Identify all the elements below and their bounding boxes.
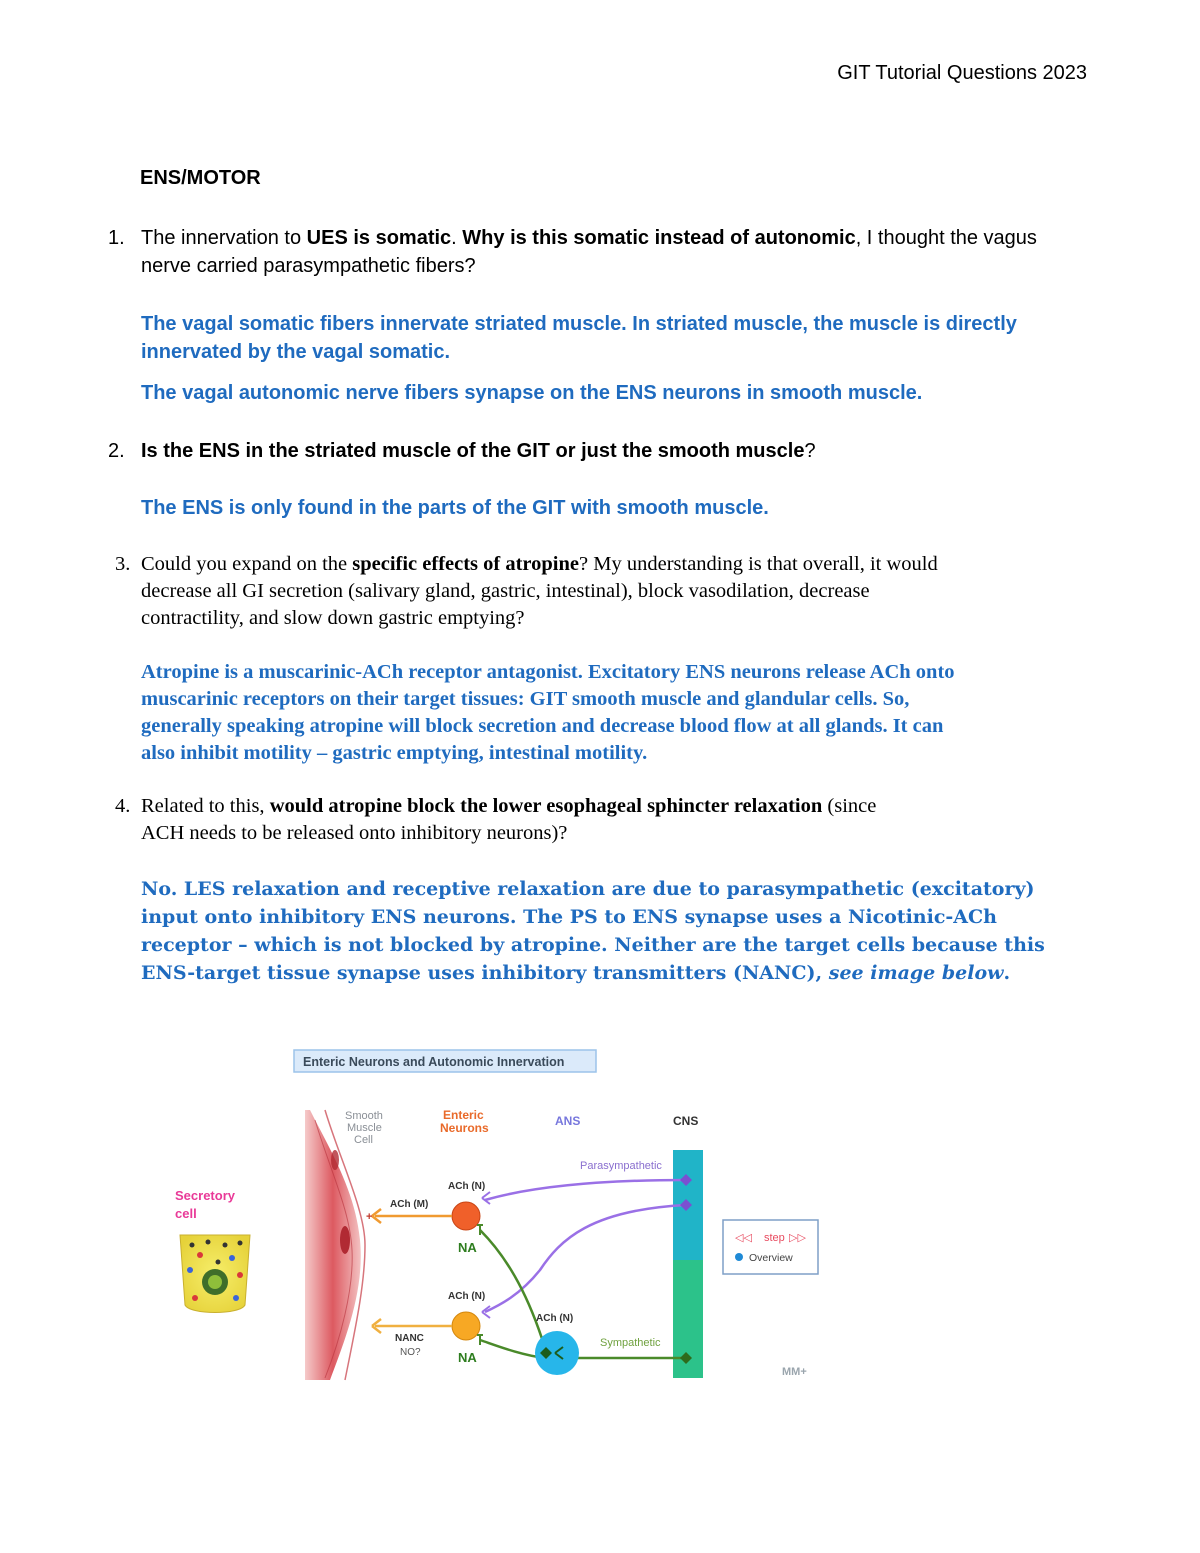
answer-period: . [1003, 962, 1011, 984]
q1-text: The innervation to [141, 227, 307, 249]
question-1 [108, 224, 1101, 280]
label-no: NO? [400, 1347, 421, 1358]
q1-text: . [451, 227, 463, 249]
question-3 [115, 551, 1101, 632]
parasympathetic-fiber-bottom [485, 1205, 686, 1312]
label-enteric: Enteric [443, 1108, 484, 1122]
granule [190, 1243, 195, 1248]
answer-line: also inhibit motility – gastric emptying, intestinal motility. [141, 742, 648, 764]
answer-line: muscarinic receptors on their target tissues: GIT smooth muscle and glandular cells. So, [141, 688, 910, 710]
label-nanc: NANC [395, 1333, 424, 1344]
q3-text-line3: contractility, and slow down gastric emptying? [141, 607, 525, 629]
label-ach-m: ACh (M) [390, 1199, 429, 1210]
question-number: 3. [115, 553, 131, 575]
q3-bold: specific effects of atropine [352, 553, 580, 575]
label-ach-n-ganglion: ACh (N) [536, 1313, 574, 1324]
q4-text: Related to this, [141, 795, 270, 817]
answer-2: The ENS is only found in the parts of the GIT with smooth muscle. [141, 497, 769, 519]
granule [237, 1272, 243, 1278]
label-parasympathetic: Parasympathetic [580, 1160, 662, 1172]
label-neurons: Neurons [440, 1121, 489, 1135]
q4-text: (since [822, 795, 877, 817]
enteric-neurons-figure [160, 1040, 880, 1390]
step-forward-icon[interactable]: ▷▷ [789, 1232, 806, 1244]
label-cell: cell [175, 1206, 197, 1221]
label-ach-n-mid: ACh (N) [448, 1291, 486, 1302]
question-2 [108, 437, 1101, 465]
answer-3 [141, 659, 1111, 767]
answer-line: input onto inhibitory ENS neurons. The PS to ENS synapse uses a Nicotinic-ACh [141, 906, 997, 928]
muscle-nucleus [331, 1150, 339, 1170]
answer-line: ENS-target tissue synapse uses inhibitory transmitters (NANC), [141, 962, 829, 984]
q1-bold-why: Why is this somatic instead of autonomic [462, 227, 856, 249]
question-number: 2. [108, 440, 125, 462]
label-muscle: Muscle [347, 1122, 382, 1134]
section-title: ENS/MOTOR [140, 167, 261, 189]
label-cns: CNS [673, 1114, 699, 1128]
granule [229, 1255, 235, 1261]
step-control-box[interactable] [723, 1220, 818, 1274]
q3-text: ? My understanding is that overall, it would [579, 553, 938, 575]
granule [233, 1295, 239, 1301]
overview-radio-icon[interactable] [735, 1253, 743, 1261]
q4-bold: would atropine block the lower esophageal sphincter relaxation [269, 795, 823, 817]
label-secretory: Secretory [175, 1188, 235, 1203]
page-header: GIT Tutorial Questions 2023 [837, 62, 1087, 84]
answer-line: receptor – which is not blocked by atropine. Neither are the target cells because this [141, 934, 1045, 956]
secretory-nucleolus [208, 1275, 222, 1289]
granule [238, 1241, 243, 1246]
figure-title: Enteric Neurons and Autonomic Innervation [303, 1055, 565, 1069]
label-cell: Cell [354, 1134, 373, 1146]
granule [206, 1240, 211, 1245]
label-sympathetic: Sympathetic [600, 1337, 661, 1349]
granule [216, 1260, 221, 1265]
q1-text: , I thought the vagus [855, 227, 1037, 249]
label-smooth: Smooth [345, 1110, 383, 1122]
granule [197, 1252, 203, 1258]
granule [187, 1267, 193, 1273]
q1-text-line2: nerve carried parasympathetic fibers? [141, 255, 476, 277]
label-ach-n-top: ACh (N) [448, 1181, 486, 1192]
enteric-neuron-excitatory [452, 1202, 480, 1230]
q4-text-line2: ACH needs to be released onto inhibitory neurons)? [141, 822, 568, 844]
step-label[interactable]: step [764, 1232, 785, 1244]
question-number: 1. [108, 227, 125, 249]
granule [223, 1243, 228, 1248]
q1-bold-ues: UES is somatic [306, 227, 452, 249]
q2-qmark: ? [804, 440, 816, 462]
question-number: 4. [115, 795, 131, 817]
label-ans: ANS [555, 1114, 581, 1128]
answer-1a [141, 310, 1101, 366]
overview-label[interactable]: Overview [749, 1252, 793, 1264]
muscle-nucleus [340, 1226, 350, 1254]
answer-line: The vagal somatic fibers innervate striated muscle. In striated muscle, the muscle is directly [141, 313, 1017, 335]
label-na-top: NA [458, 1240, 477, 1255]
answer-line: Atropine is a muscarinic-ACh receptor antagonist. Excitatory ENS neurons release ACh onto [141, 661, 955, 683]
plus-sign: + [366, 1211, 373, 1223]
granule [192, 1295, 198, 1301]
question-4 [115, 793, 1101, 847]
mm-logo: MM+ [782, 1366, 807, 1378]
q3-text: Could you expand on the [141, 553, 353, 575]
step-back-icon[interactable]: ◁◁ [735, 1232, 752, 1244]
sympathetic-to-enteric-top [480, 1230, 545, 1348]
q3-text-line2: decrease all GI secretion (salivary gland, gastric, intestinal), block vasodilation, decrease [141, 580, 870, 602]
answer-line: generally speaking atropine will block secretion and decrease blood flow at all glands. It can [141, 715, 944, 737]
label-na-bottom: NA [458, 1350, 477, 1365]
answer-line: No. LES relaxation and receptive relaxation are due to parasympathetic (excitatory) [141, 878, 1035, 900]
answer-4 [141, 875, 1101, 987]
answer-see-image: see image below [828, 962, 1004, 984]
enteric-neuron-inhibitory [452, 1312, 480, 1340]
answer-1b: The vagal autonomic nerve fibers synapse on the ENS neurons in smooth muscle. [141, 382, 923, 404]
q2-text: Is the ENS in the striated muscle of the GIT or just the smooth muscle [141, 440, 805, 462]
parasympathetic-fiber-top [485, 1180, 686, 1200]
answer-line: innervated by the vagal somatic. [141, 341, 450, 363]
